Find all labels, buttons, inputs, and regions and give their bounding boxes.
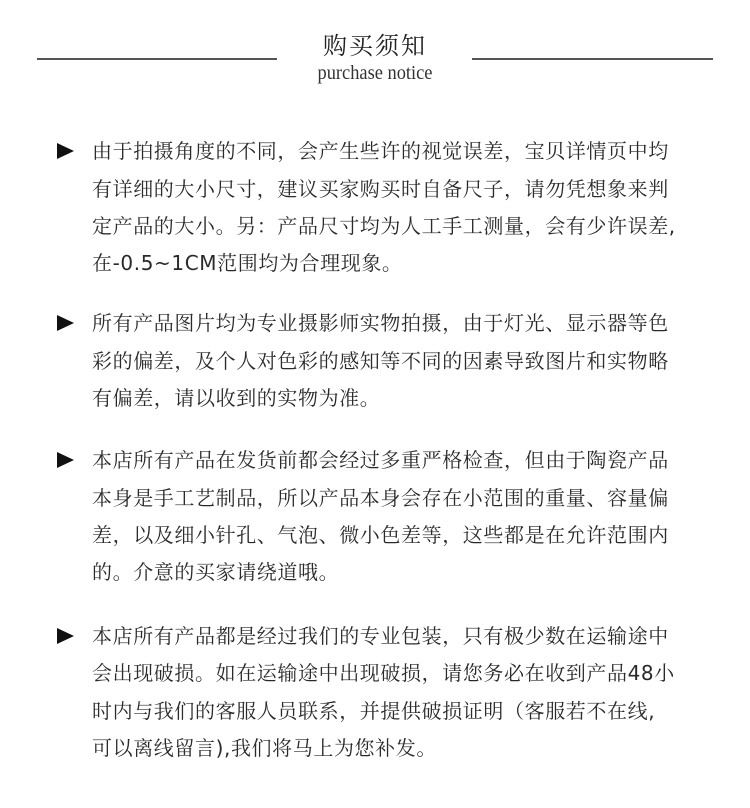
notice-line: 差，以及细小针孔、气泡、微小色差等，这些都是在允许范围内 (92, 523, 669, 547)
right-triangle-icon (57, 452, 74, 468)
right-triangle-icon (57, 143, 74, 159)
notice-line: 有详细的大小尺寸，建议买家购买时自备尺子，请勿凭想象来判 (92, 177, 669, 201)
notice-line: 本店所有产品在发货前都会经过多重严格检查，但由于陶瓷产品 (92, 448, 669, 472)
right-triangle-icon (57, 628, 74, 644)
notice-line: 彩的偏差，及个人对色彩的感知等不同的因素导致图片和实物略 (92, 349, 669, 373)
notice-line: 所有产品图片均为专业摄影师实物拍摄，由于灯光、显示器等色 (92, 311, 669, 335)
notice-line: 本身是手工艺制品，所以产品本身会存在小范围的重量、容量偏 (92, 486, 669, 510)
page-title: 购买须知 (323, 32, 427, 60)
page-subtitle: purchase notice (317, 62, 433, 84)
notice-line: 有偏差，请以收到的实物为准。 (92, 386, 381, 410)
notice-line: 会出现破损。如在运输途中出现破损，请您务必在收到产品48小 (92, 661, 675, 685)
notice-line: 的。介意的买家请绕道哦。 (92, 560, 340, 584)
right-triangle-icon (57, 315, 74, 331)
notice-line: 时内与我们的客服人员联系，并提供破损证明（客服若不在线, (92, 699, 656, 723)
notice-line: 在-0.5~1CM范围均为合理现象。 (92, 251, 403, 275)
notice-line: 可以离线留言),我们将马上为您补发。 (92, 736, 437, 760)
notice-line: 本店所有产品都是经过我们的专业包装，只有极少数在运输途中 (92, 624, 669, 648)
notice-line: 由于拍摄角度的不同，会产生些许的视觉误差，宝贝详情页中均 (92, 139, 669, 163)
notice-line: 定产品的大小。另：产品尺寸均为人工手工测量，会有少许误差, (92, 214, 676, 238)
